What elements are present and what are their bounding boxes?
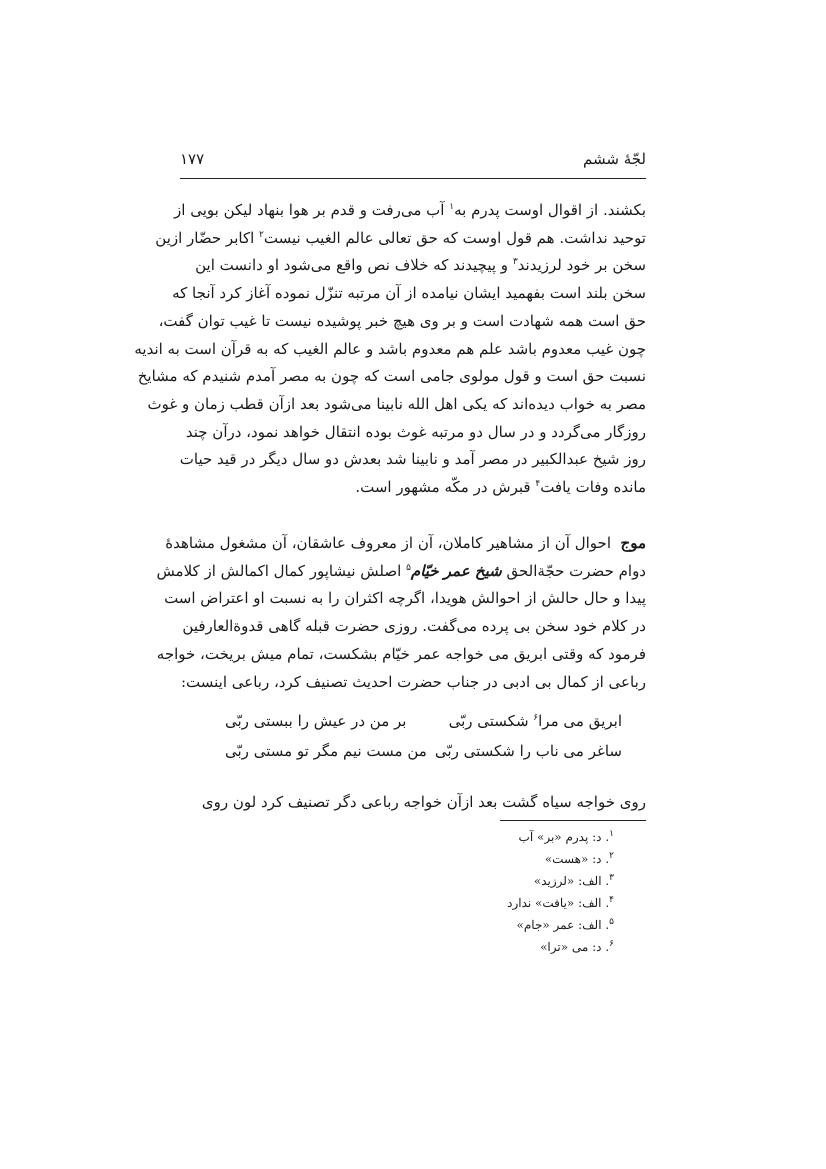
text-line: حق است همه شهادت است و بر وی هیچ خبر پوشیده نیست تا غیب توان گفت، <box>158 311 646 330</box>
text-line: دوام حضرت حجّةالحق شیخ عمر خیّام$^۵$ اصلش نیشاپور کمال اکمالش از کلامش <box>156 561 646 580</box>
person-name: شیخ عمر خیّام <box>410 561 502 580</box>
text-line: روی خواجه سیاه گشت بعد ازآن خواجه رباعی دگر تصنیف کرد لون روی <box>201 793 646 811</box>
footnote: $^۱$. د: پدرم «بر» آب <box>518 829 614 844</box>
text-line: رباعی از کمال بی ادبی در جناب حضرت احدیث تصنیف کرد، رباعی اینست: <box>180 672 646 691</box>
text-line: روز شیخ عبدالکبیر در مصر آمد و نابینا شد بعدش دو سال دیگر در قید حیات <box>179 450 646 469</box>
footnotes <box>180 826 646 958</box>
hemistich: ابریق می مرا$^۶$ شکستی ربّی <box>448 712 622 730</box>
header-divider <box>180 178 646 179</box>
text-line: روزگار می‌گردد و در سال دو مرتبه غوث بوده انتقال خواهد نمود، درآن چند <box>185 422 646 441</box>
page-number: ۱۷۷ <box>180 150 205 168</box>
chapter-title: لجّهٔ ششم <box>583 150 646 168</box>
text-line: مانده وفات یافت$^۴$ قبرش در مکّه مشهور است. <box>355 478 646 497</box>
footnote: $^۳$. الف: «لرزید» <box>533 873 614 888</box>
footnote-divider <box>500 820 646 821</box>
footnote-ref: ۶ <box>533 713 539 723</box>
text-line: در کلام خود سخن بی پرده می‌گفت. روزی حضرت قبله گاهی قدوةالعارفین <box>182 617 646 636</box>
footnote-ref: ۱ <box>449 202 455 212</box>
footnote-ref: ۵ <box>406 562 411 573</box>
running-header <box>180 150 646 172</box>
footnote: $^۵$. الف: عمر «جام» <box>516 917 614 932</box>
footnote: $^۲$. د: «هست» <box>544 851 614 866</box>
text-line: سخن بر خود لرزیدند$^۳$ و پیچیدند که خلاف نص واقع می‌شود او دانست این <box>195 256 646 275</box>
footnote-ref: ۳ <box>512 257 518 268</box>
footnote: $^۶$. د: می «ترا» <box>540 939 614 954</box>
footnote: $^۴$. الف: «یافت» ندارد <box>507 895 614 910</box>
footnote-ref: ۲ <box>259 229 264 240</box>
text-line: سخن بلند است بفهمید ایشان نیامده از آن مرتبه تنزّل نموده آغاز کرد آنجا که <box>172 284 646 303</box>
text-line: بکشند. از اقوال اوست پدرم به$^۱$ آب می‌رفت و قدم بر هوا بنهاد لیکن بویی از <box>174 201 646 219</box>
hemistich: بر من در عیش را ببستی ربّی <box>225 712 407 730</box>
text-line: موج احوال آن از مشاهیر کاملان، آن از معروف عاشقان، آن مشغول مشاهدهٔ <box>165 534 646 552</box>
text-line: مصر به خواب دیده‌اند که یکی اهل الله نابینا می‌شود بعد ازآن قطب زمان و غوث <box>147 394 646 413</box>
text-line: فرمود که وقتی ابریق می خواجه عمر خیّام بشکست، تمام میش بریخت، خواجه <box>156 644 646 663</box>
paragraph-2 <box>156 530 646 696</box>
paragraph-1 <box>134 197 646 502</box>
footnote-ref: ۴ <box>535 479 541 490</box>
text-line: توحید نداشت. هم قول اوست که حق تعالی عالم الغیب نیست$^۲$ اکابر حضّار ازین <box>155 228 646 247</box>
hemistich: من مست نیم مگر تو مستی ربّی <box>225 742 427 760</box>
paragraph-3 <box>180 789 646 817</box>
text-line: نسبت حق است و قول مولوی جامی است که چون به مصر آمدم شنیدم که مشایخ <box>137 367 646 386</box>
hemistich: ساغر می ناب را شکستی ربّی <box>434 742 622 760</box>
text-line: پیدا و حال حالش از احوالش هویدا، اگرچه اکثران را به نسبت او اعتراض است <box>164 589 646 608</box>
text-line: چون غیب معدوم باشد علم هم معدوم باشد و عالم الغیب که به قرآن است به اندیه <box>134 339 646 358</box>
section-keyword: موج <box>620 534 646 552</box>
